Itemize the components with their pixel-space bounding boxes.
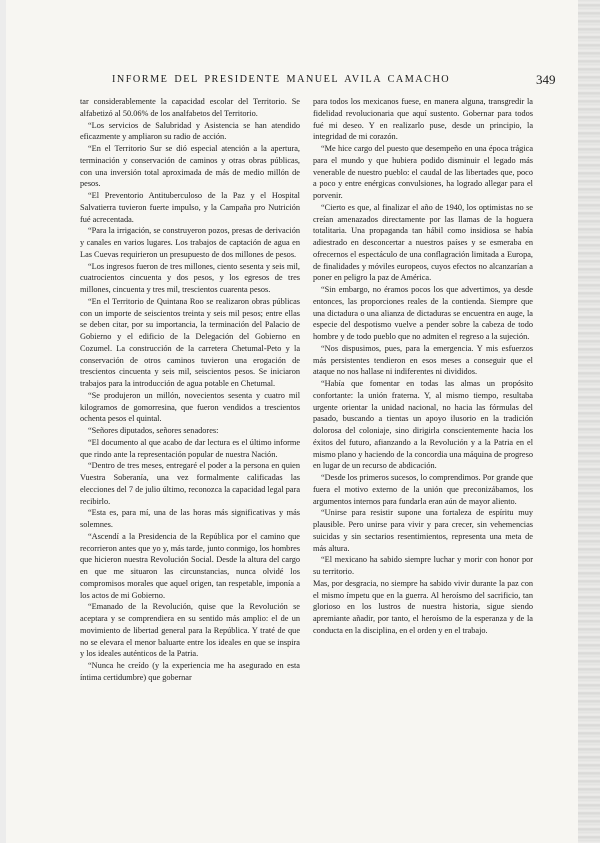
paragraph: “Había que fomentar en todas las almas un propósito confortante: la unión fraterna. Y, al mismo tiempo, resultaba urgente orientar la unidad nacional, no hacia las fórmulas del pasado, buscando a tientas un apoyo ilusorio en la tradición dolorosa del coloniaje, sino dirigirla conscientemente hacia los éxitos del futuro, afianzando a la Revolución y a la Patria en el mismo plano y haciendo de la concordia una máquina de progreso en lugar de un recurso de abdicación.	[313, 379, 533, 471]
paragraph: “Para la irrigación, se construyeron pozos, presas de derivación y canales en varios lugares. Los trabajos de captación de agua en Las Cuevas requirieron un presupuesto de dos millones de pesos.	[80, 226, 300, 259]
paragraph: “Cierto es que, al finalizar el año de 1940, los optimistas no se creían amenazados directamente por las llamas de la hoguera totalitaria. Una propaganda tan hábil como insidiosa se había adiestrado en desconcertar a nuestros países y se esmeraba en ofrecernos el espectáculo de una conflagración limitada a Europa, de finalidades y móviles europeos, cuyos efectos no alcanzarían a poner en peligro la paz de América.	[313, 202, 533, 283]
page-number: 349	[536, 72, 556, 87]
right-column	[313, 96, 533, 637]
scan-border-left	[0, 0, 6, 843]
paragraph: “Nos dispusimos, pues, para la emergencia. Y mis esfuerzos más persistentes tendieron en esos meses a conseguir que el ataque no nos hallase ni indiferentes ni divididos.	[313, 343, 533, 377]
paragraph: “Se produjeron un millón, novecientos sesenta y cuatro mil kilogramos de gomorresina, que fueron vendidos a trescientos ochenta pesos el quintal.	[80, 390, 300, 424]
paragraph: “Unirse para resistir supone una fortaleza de espíritu muy plausible. Pero unirse para vivir y para crecer, sin vehemencias suicidas y sin sectarios resentimientos, representa una meta de más altura.	[313, 508, 533, 553]
paragraph: “Nunca he creído (y la experiencia me ha asegurado en esta íntima certidumbre) que gobernar	[80, 661, 300, 682]
running-head: INFORME DEL PRESIDENTE MANUEL AVILA CAMACHO	[112, 74, 451, 85]
scan-border-right	[578, 0, 600, 843]
paragraph: “El Preventorio Antituberculoso de la Paz y el Hospital Salvatierra tuvieron fuerte impulso, y la Campaña pro Nutrición fué acrecentada.	[80, 191, 300, 224]
paragraph: “Dentro de tres meses, entregaré el poder a la persona en quien Vuestra Soberanía, una vez formalmente calificadas las elecciones del 7 de julio último, reconozca la capacidad legal para recibirlo.	[80, 461, 300, 506]
paragraph: “Sin embargo, no éramos pocos los que advertimos, ya desde entonces, las proporciones reales de la contienda. Siempre que una dictadura o una alianza de dictaduras se encuentra en auge, la especie del despotismo vuelve a pender sobre la cabeza de todo hombre y de todo pueblo que no admiten el regreso a la sujeción.	[313, 285, 533, 341]
left-column	[80, 96, 300, 684]
paragraph: “Emanado de la Revolución, quise que la Revolución se aceptara y se comprendiera en su sentido más amplio: el de un movimiento de libertad general para la República. Y traté de que no se elevara el menor baluarte entre los ideales en que se inspira y los ideales auténticos de la Patria.	[80, 602, 300, 659]
paragraph: “Esta es, para mí, una de las horas más significativas y más solemnes.	[80, 508, 300, 529]
paragraph: “Ascendí a la Presidencia de la República por el camino que recorrieron antes que yo y, más tarde, junto conmigo, los hombres que hicieron nuestra Revolución Social. Desde la altura del cargo en que me situaron las circunstancias, nunca olvidé los compromisos morales que aquel origen, tan respetable, imponía a los actos de mi Gobierno.	[80, 531, 300, 600]
paragraph: para todos los mexicanos fuese, en manera alguna, transgredir la fidelidad revolucionaria que aquí sustento. Gobernar para todos fué mi deseo. Y en realizarlo puse, desde un principio, la integridad de mi corazón.	[313, 97, 533, 142]
paragraph: “Desde los primeros sucesos, lo comprendimos. Por grande que fuera el motivo externo de la unión que preconizábamos, los argumentos internos para fundarla eran aún de mayor aliento.	[313, 473, 533, 506]
paragraph: “En el Territorio de Quintana Roo se realizaron obras públicas con un importe de seiscientos treinta y seis mil pesos; entre ellas se deben citar, por su importancia, la terminación del Palacio de Gobierno y el edificio de la Delegación del Gobierno en Cozumel. La construcción de la carretera Chetumal-Peto y la conservación de otros caminos tuvieron una erogación de trescientos cincuenta y seis mil, seiscientos pesos. Se iniciaron trabajos para la introducción de agua potable en Chetumal.	[80, 296, 300, 388]
paragraph: “Me hice cargo del puesto que desempeño en una época trágica para el mundo y que hubiera podido disminuir el legado más venerable de nuestro pueblo: el caudal de las libertades que, poco a poco y entre enérgicas convulsiones, ha logrado allegar para el porvenir.	[313, 144, 533, 200]
paragraph: “Los ingresos fueron de tres millones, ciento sesenta y seis mil, cuatrocientos cincuenta y dos pesos, y los egresos de tres millones, cincuenta y tres mil, trescientos cuarenta pesos.	[80, 261, 300, 294]
paragraph: “Señores diputados, señores senadores:	[88, 426, 219, 435]
paragraph: “Los servicios de Salubridad y Asistencia se han atendido eficazmente y ampliaron su radio de acción.	[80, 120, 300, 142]
paragraph: “En el Territorio Sur se dió especial atención a la apertura, terminación y conservación de caminos y otras obras públicas, con una inversión total aproximada de más de medio millón de pesos.	[80, 144, 300, 189]
paragraph: “El mexicano ha sabido siempre luchar y morir con honor por su territorio.	[313, 555, 533, 576]
paragraph: tar considerablemente la capacidad escolar del Territorio. Se alfabetizó al 50.06% de los analfabetos del Territorio.	[80, 97, 300, 118]
paragraph: Mas, por desgracia, no siempre ha sabido vivir durante la paz con el mismo ímpetu que en la guerra. Al heroísmo del sacrificio, tan glorioso en los lustros de nuestra historia, sigue siendo apremiante añadir, por tanto, el heroísmo de la esperanza y de la conducta en la disciplina, en el orden y en el trabajo.	[313, 578, 533, 635]
paragraph: “El documento al que acabo de dar lectura es el último informe que rindo ante la representación popular de nuestra Nación.	[80, 437, 300, 459]
